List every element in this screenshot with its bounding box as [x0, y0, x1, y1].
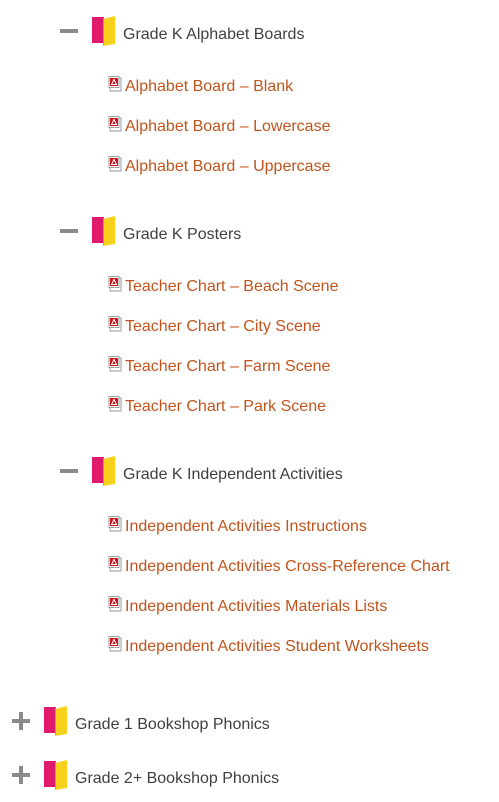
file-item[interactable]	[108, 516, 367, 538]
file-item[interactable]	[108, 116, 330, 138]
pdf-icon	[108, 116, 122, 132]
pdf-icon	[108, 316, 122, 332]
file-item[interactable]	[108, 76, 293, 98]
pdf-icon	[108, 596, 122, 612]
file-link[interactable]: Alphabet Board – Blank	[125, 78, 294, 95]
book-icon	[91, 16, 117, 46]
book-icon	[91, 456, 117, 486]
file-link[interactable]: Teacher Chart – Park Scene	[125, 398, 326, 415]
pdf-icon	[108, 556, 122, 572]
file-item[interactable]	[108, 276, 338, 298]
file-link[interactable]: Teacher Chart – City Scene	[125, 318, 321, 335]
minus-icon[interactable]	[59, 221, 79, 241]
book-icon	[43, 760, 69, 790]
tree-node-grade-k-alphabet-boards[interactable]	[59, 14, 304, 48]
file-link[interactable]: Alphabet Board – Lowercase	[125, 118, 331, 135]
file-link[interactable]: Teacher Chart – Beach Scene	[125, 278, 339, 295]
pdf-icon	[108, 156, 122, 172]
file-link[interactable]: Independent Activities Materials Lists	[125, 598, 388, 615]
tree-node-label: Grade 1 Bookshop Phonics	[75, 716, 270, 733]
plus-icon[interactable]	[11, 711, 31, 731]
tree-node-grade-k-posters[interactable]	[59, 214, 241, 248]
plus-icon[interactable]	[11, 765, 31, 785]
tree-node-label: Grade K Alphabet Boards	[123, 26, 305, 43]
pdf-icon	[108, 76, 122, 92]
pdf-icon	[108, 516, 122, 532]
file-item[interactable]	[108, 356, 330, 378]
minus-icon[interactable]	[59, 21, 79, 41]
pdf-icon	[108, 396, 122, 412]
file-link[interactable]: Independent Activities Instructions	[125, 518, 367, 535]
file-item[interactable]	[108, 556, 450, 578]
pdf-icon	[108, 636, 122, 652]
tree-node-label: Grade 2+ Bookshop Phonics	[75, 770, 280, 787]
minus-icon[interactable]	[59, 461, 79, 481]
book-icon	[43, 706, 69, 736]
file-link[interactable]: Independent Activities Student Worksheets	[125, 638, 429, 655]
tree-node-grade-k-independent-activities[interactable]	[59, 454, 343, 488]
file-link[interactable]: Alphabet Board – Uppercase	[125, 158, 331, 175]
file-item[interactable]	[108, 156, 330, 178]
tree-node-grade-2-bookshop-phonics[interactable]	[11, 758, 279, 792]
tree-node-label: Grade K Independent Activities	[123, 466, 343, 483]
file-link[interactable]: Independent Activities Cross-Reference Chart	[125, 558, 450, 575]
file-item[interactable]	[108, 596, 387, 618]
pdf-icon	[108, 276, 122, 292]
book-icon	[91, 216, 117, 246]
tree-node-grade-1-bookshop-phonics[interactable]	[11, 704, 270, 738]
file-link[interactable]: Teacher Chart – Farm Scene	[125, 358, 331, 375]
file-item[interactable]	[108, 316, 321, 338]
file-item[interactable]	[108, 396, 326, 418]
tree-node-label: Grade K Posters	[123, 226, 242, 243]
pdf-icon	[108, 356, 122, 372]
file-item[interactable]	[108, 636, 429, 658]
